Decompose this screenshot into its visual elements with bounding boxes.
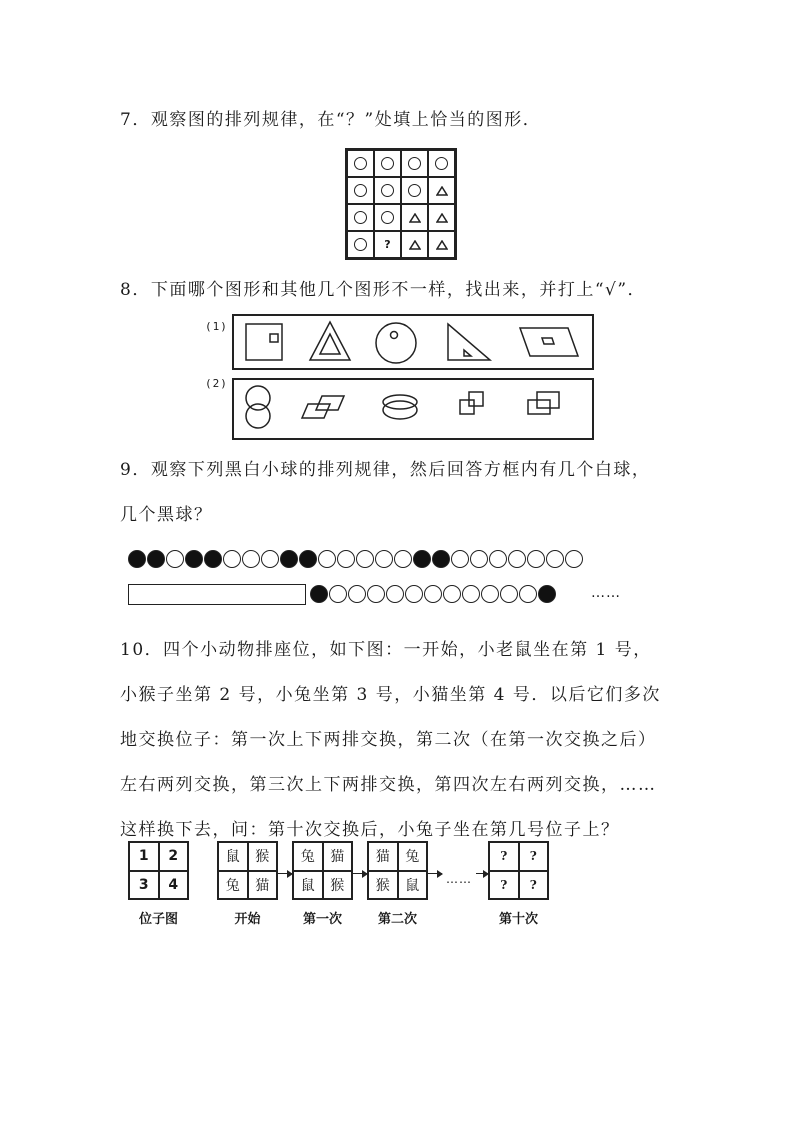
seat-cell: 兔 [398, 842, 428, 871]
circle-icon [381, 184, 394, 197]
question-mark: ? [384, 238, 391, 251]
white-ball-icon [261, 550, 279, 568]
grid-cell [347, 150, 374, 177]
grid-cell [347, 231, 374, 258]
q8-group2-box [232, 378, 594, 440]
grid-cell[interactable] [374, 231, 401, 258]
parallelogram-with-small-parallelogram-icon [520, 328, 578, 356]
seat-diagram-second-swap [367, 841, 428, 900]
seat-cell: 1 [129, 842, 159, 871]
seat-cell: 猴 [323, 871, 353, 900]
seat-cell: 兔 [293, 842, 323, 871]
q10-ellipsis: …… [446, 872, 472, 886]
seat-cell: 猫 [248, 871, 278, 900]
q8-group1-shapes [234, 316, 592, 368]
circle-icon [408, 184, 421, 197]
overlapping-circles-icon [246, 386, 270, 428]
seat-cell: 鼠 [293, 871, 323, 900]
white-ball-icon [405, 585, 423, 603]
circle-icon [354, 238, 367, 251]
white-ball-icon [356, 550, 374, 568]
white-ball-icon [443, 585, 461, 603]
q9-ball-row-1 [128, 550, 583, 568]
circle-icon [381, 211, 394, 224]
grid-cell [428, 150, 455, 177]
grid-cell [428, 231, 455, 258]
white-ball-icon [386, 585, 404, 603]
q8-text: 8．下面哪个图形和其他几个图形不一样，找出来，并打上“√”． [120, 280, 647, 300]
seat-diagram-first-swap [292, 841, 353, 900]
arrow-right-icon [353, 873, 367, 874]
q8-group1-box [232, 314, 594, 370]
white-ball-icon [451, 550, 469, 568]
arrow-right-icon [476, 873, 488, 874]
triangle-icon [436, 240, 448, 250]
q9-text-line2: 几个黑球？ [120, 505, 213, 525]
caption-start: 开始 [234, 912, 261, 927]
circle-icon [435, 157, 448, 170]
seat-cell: ? [519, 842, 549, 871]
white-ball-icon [508, 550, 526, 568]
q9-text-line1: 9．观察下列黑白小球的排列规律，然后回答方框内有几个白球， [120, 460, 651, 480]
white-ball-icon [223, 550, 241, 568]
white-ball-icon [500, 585, 518, 603]
circle-icon [381, 157, 394, 170]
grid-cell [374, 177, 401, 204]
white-ball-icon [462, 585, 480, 603]
black-ball-icon [413, 550, 431, 568]
grid-cell [347, 177, 374, 204]
caption-first-swap: 第一次 [302, 912, 342, 927]
grid-cell [401, 204, 428, 231]
white-ball-icon [481, 585, 499, 603]
white-ball-icon [166, 550, 184, 568]
white-ball-icon [424, 585, 442, 603]
seat-diagram-start [217, 841, 278, 900]
white-ball-icon [329, 585, 347, 603]
grid-cell [428, 204, 455, 231]
black-ball-icon [280, 550, 298, 568]
q10-text-line1: 10．四个小动物排座位，如下图：一开始，小老鼠坐在第 1 号， [120, 640, 652, 660]
white-ball-icon [470, 550, 488, 568]
circle-with-small-circle-icon [376, 323, 416, 363]
white-ball-icon [527, 550, 545, 568]
seat-diagram-tenth-swap [488, 841, 549, 900]
arrow-right-icon [428, 873, 442, 874]
grid-cell [401, 231, 428, 258]
black-ball-icon [538, 585, 556, 603]
triangle-icon [409, 240, 421, 250]
q7-shape-grid [345, 148, 457, 260]
triangle-with-inner-triangle-icon [310, 322, 350, 360]
white-ball-icon [242, 550, 260, 568]
white-ball-icon [367, 585, 385, 603]
grid-cell [347, 204, 374, 231]
seat-cell: 猴 [248, 842, 278, 871]
black-ball-icon [310, 585, 328, 603]
square-with-small-square-icon [246, 324, 282, 360]
caption-tenth-swap: 第十次 [498, 912, 538, 927]
grid-cell [374, 150, 401, 177]
overlapping-rectangles-icon [528, 392, 559, 414]
triangle-icon [436, 213, 448, 223]
white-ball-icon [337, 550, 355, 568]
seat-cell: ? [519, 871, 549, 900]
grid-cell [401, 177, 428, 204]
q10-text-line5: 这样换下去，问：第十次交换后，小兔子坐在第几号位子上？ [120, 820, 620, 840]
white-ball-icon [546, 550, 564, 568]
white-ball-icon [519, 585, 537, 603]
white-ball-icon [375, 550, 393, 568]
seat-cell: 3 [129, 871, 159, 900]
seat-cell: 猫 [323, 842, 353, 871]
white-ball-icon [394, 550, 412, 568]
q9-ball-row-2 [310, 585, 556, 603]
caption-second-swap: 第二次 [377, 912, 417, 927]
q8-group1-label: (1) [205, 320, 228, 333]
black-ball-icon [432, 550, 450, 568]
grid-cell [401, 150, 428, 177]
grid-cell [428, 177, 455, 204]
black-ball-icon [147, 550, 165, 568]
q8-group2-shapes [234, 380, 592, 438]
circle-icon [408, 157, 421, 170]
q9-answer-box[interactable] [128, 584, 306, 605]
white-ball-icon [348, 585, 366, 603]
seat-cell: ? [489, 842, 519, 871]
q7-text: 7．观察图的排列规律，在“？”处填上恰当的图形． [120, 110, 542, 130]
q9-ellipsis: …… [591, 585, 621, 601]
seat-cell: ? [489, 871, 519, 900]
seat-cell: 2 [159, 842, 189, 871]
triangle-icon [409, 213, 421, 223]
seat-cell: 鼠 [398, 871, 428, 900]
black-ball-icon [204, 550, 222, 568]
arrow-right-icon [278, 873, 292, 874]
circle-icon [354, 211, 367, 224]
seat-cell: 4 [159, 871, 189, 900]
black-ball-icon [299, 550, 317, 568]
overlapping-ellipses-icon [383, 395, 417, 419]
circle-icon [354, 184, 367, 197]
seat-cell: 兔 [218, 871, 248, 900]
circle-icon [354, 157, 367, 170]
q10-text-line4: 左右两列交换，第三次上下两排交换，第四次左右两列交换，…… [120, 775, 657, 795]
seat-cell: 猫 [368, 842, 398, 871]
black-ball-icon [185, 550, 203, 568]
seat-diagram-positions [128, 841, 189, 900]
white-ball-icon [489, 550, 507, 568]
grid-cell [374, 204, 401, 231]
seat-cell: 猴 [368, 871, 398, 900]
overlapping-parallelograms-icon [302, 396, 344, 418]
q8-group2-label: (2) [205, 377, 228, 390]
triangle-icon [436, 186, 448, 196]
overlapping-squares-icon [460, 392, 483, 414]
right-triangle-with-small-triangle-icon [448, 324, 490, 360]
q10-text-line2: 小猴子坐第 2 号，小兔坐第 3 号，小猫坐第 4 号．以后它们多次 [120, 685, 661, 705]
white-ball-icon [318, 550, 336, 568]
black-ball-icon [128, 550, 146, 568]
caption-positions: 位子图 [138, 912, 178, 927]
q10-text-line3: 地交换位子：第一次上下两排交换，第二次（在第一次交换之后） [120, 730, 657, 750]
seat-cell: 鼠 [218, 842, 248, 871]
white-ball-icon [565, 550, 583, 568]
